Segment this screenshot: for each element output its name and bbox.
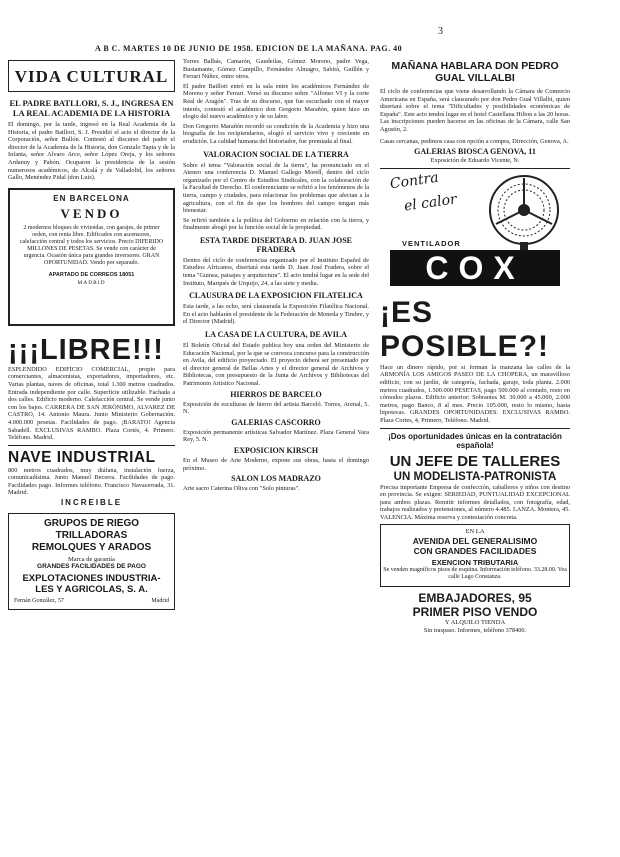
column-1 [8, 58, 175, 854]
col2-intro2: El padre Batllori entró en la sala entre los académicos Fernández de Moreno y señor Ferrari. Versó su discurso sobre "Alfonso VI y la corte Real de Aragón". Tras de su discurso, que fue escuchado con el mayor interés, contestó el académico don Gregorio Marañón, quien hizo un elogio del nuevo académico y de su labor. [183, 82, 369, 121]
ad-embajadores-line2: PRIMER PISO VENDO [412, 605, 538, 620]
ad-embajadores-line3: Y ALQUILO TIENDA [444, 619, 506, 627]
ad-cox-brand-box [390, 250, 560, 286]
madrazo-body: Arte sacro Caterina Oliva con "Solo pinturas". [183, 485, 300, 493]
ad-barcelona-headline: VENDO [60, 206, 123, 222]
ad-libre-body: ESPLENDIDO EDIFICIO COMERCIAL, propio para comerciantes, almacenistas, exportadores, importadores, etc. Varias plantas, naves de oficinas, total 1.300 metros cuadrados. Entrada independiente por calle. Superficie utilizable. Fachada a dos calles. Edificio moderno. Calefacción central. Se vende junto con los bajos. CARRERA DE SAN JERÓNIMO, ALVAREZ DE CASTRO, 14. Antonio Maura. Junto Ministerio Gobernación. 4.000.000 pesetas. Facilidades de pago. ¡BARATO! Agencia Sabadell. EXCLUSIVAS RAMBO. Plaza Cortés, 4. Primero. Teléfono. Madrid. [8, 365, 175, 442]
ad-grupos-city: Madrid [151, 597, 169, 604]
ad-avenida [380, 524, 570, 587]
ad-avenida-line2: AVENIDA DEL GENERALISIMO [412, 536, 538, 547]
ad-barcelona-contact: APARTADO DE CORREOS 18051 [48, 272, 135, 279]
ad-avenida-body: Se venden magníficos pisos de esquina. Información teléfono. 33.28.00. Vea calle Lago Constanza. [383, 567, 567, 581]
fradera-body: Dentro del ciclo de conferencias organizado por el Instituto Español de Estudios Africanos, disertará esta tarde D. Juan José Fradera, sobre el tema "Guinea, paisajes y arquitectura". El acto tendrá lugar en la sede del Instituto, Marqués de Urquijo, 24, a las siete y media. [183, 256, 369, 287]
ad-libre-headline: ¡¡¡LIBRE!!! [8, 333, 164, 366]
section-title: VIDA CULTURAL [14, 67, 169, 86]
ad-posible-headline: ¡ES POSIBLE?! [380, 295, 550, 363]
ad-genova-headline: GALERIAS BIOSCA GENOVA, 11 [414, 147, 536, 157]
ad-jefe-intro: ¡Dos oportunidades únicas en la contratación española! [388, 431, 562, 450]
ad-libre [8, 334, 175, 442]
ad-grupos-line2: TRILLADORAS [55, 529, 128, 541]
ad-jefe-headline2: UN MODELISTA-PATRONISTA [393, 470, 557, 483]
ad-posible [380, 296, 570, 425]
ad-nave [8, 449, 175, 507]
ad-genova [380, 138, 570, 165]
ad-barcelona-body: 2 modernos bloques de viviendas, con garajes, de primer orden, con renta libre. Edificados con ascensores, calefacción central y todos los servicios. Precio DIFERIDO MILLONES DE PESETAS. Se vende con carácter de urgencia. Ocasión única para grandes inversores. GRAN OPORTUNIDAD. Vendo por separado. [19, 225, 164, 267]
column-3 [380, 58, 570, 854]
kirsch-body: En el Museo de Arte Moderno, expone sus obras, hasta el domingo próximo. [183, 456, 369, 472]
divider [380, 168, 570, 169]
ad-grupos-line5: GRANDES FACILIDADES DE PAGO [37, 563, 146, 571]
article-batllori-headline: EL PADRE BATLLORI, S. J., INGRESA EN LA REAL ACADEMIA DE LA HISTORIA [9, 98, 174, 118]
ad-grupos-line6: EXPLOTACIONES INDUSTRIA- [22, 572, 161, 584]
ad-genova-line1: Casas cercanas, pedimos casa con opción a compra, Dirección, Genova, A. [380, 137, 569, 145]
ad-grupos-line7: LES Y AGRICOLAS, S. A. [35, 583, 148, 595]
col2-intro: Torres Balbás, Camarón, Gaudeilas, Gómez Moreno, padre Vega, Bustamante, Gómez Campillo, Fernández Almagro, Sabirà, Guillén y Ferrari Núñez, entre otros. [183, 58, 369, 81]
ad-grupos-line3: REMOLQUES Y ARADOS [31, 541, 152, 553]
hierros-body: Exposición de esculturas de hierro del artista Barceló. Torres, Arenal, 5. N. [183, 400, 369, 416]
ad-grupos-footer [11, 598, 172, 606]
col2-intro3: Don Gregorio Marañón recordó su condición de la Academia y hizo una biografía de los recipiendarios, elogió el servicio vivo y creciente en erudición. La calidad humana del historiador, fue premiada al final. [183, 122, 369, 145]
valoracion-body2: Se refirió también a la política del Gobierno en relación con la tierra, y finalmente abogó por la función social de la propiedad. [183, 216, 369, 232]
valoracion-headline: VALORACION SOCIAL DE LA TIERRA [203, 149, 349, 159]
ad-nave-headline: NAVE INDUSTRIAL [8, 448, 156, 466]
ad-jefe [380, 432, 570, 522]
ad-cox-script2: el calor [403, 191, 458, 215]
ad-nave-tag: INCREIBLE [60, 498, 123, 508]
cascorro-headline: GALERIAS CASCORRO [231, 417, 321, 427]
ad-avenida-line1: EN LA [465, 528, 485, 536]
gual-headline: MAÑANA HABLARA DON PEDRO GUAL VILLALBI [391, 60, 559, 84]
column-2 [183, 58, 369, 854]
gual-body: El ciclo de conferencias que viene desarrollando la Cámara de Comercio Americana en España, será clausurado por don Pedro Gual Villalbi, quien disertará sobre el tema "Dificultades y posibilidades económicas de España". Este acto tendrá lugar en el hotel Castellana Hilton a las 20 horas. Las inscripciones pueden hacerse en las oficinas de la Cámara, calle San Agustín, 2. [380, 88, 570, 133]
header-line: A B C. MARTES 10 DE JUNIO DE 1958. EDICION DE LA MAÑANA. PAG. 40 [95, 44, 403, 53]
ad-cox-script1: Contra [389, 169, 440, 193]
article-batllori-body: El domingo, por la tarde, ingresó en la Real Academia de la Historia, el padre Batllori, S. J. Presidió el acto el director de la Corporación, señor Bullón. Contestó al discurso del padre el director de la Academia de la Historia, don Gonzalo Tapia y de la Infanta, señor Alvaro Arce, señor López Oreja, y los señores Ardanuy y Pabón. Ocuparon la presidencia de la sesión numerosos académicos, de Alcalá y de Valladolid, los señores Gallo, Menéndez Pidal (don Luis). [8, 121, 175, 182]
ad-posible-body: Hace un dinero rápido, por si forman la manzana las calles de la ARMONÍA LOS AMIGOS PASEO DE LA CHOPERA, un maravilloso edificio, con su jardín, de categoría, fachada, garaje, toda planta. 2.000 metros cuadrados, 1.500.000 PESETAS, pago 500.000 al contado, resto en cómodos plazos. Edificio anterior: Sobrantes M. 30.000 a 45.000, 2.000 metros, pago Banco, 8 al mes. Precio 105.000, resto lo mismo, hasta hipotecas. GRANDES OPORTUNIDADES. EXCLUSIVAS RAMBO. Plaza Cortes, 4, Primero, Teléfono. Madrid. [380, 363, 570, 424]
ad-barcelona-city-foot: MADRID [77, 279, 106, 286]
section-title-box [8, 60, 175, 92]
divider [380, 428, 570, 429]
ad-grupos-address: Fernán González, 57 [14, 597, 64, 604]
avila-headline: LA CASA DE LA CULTURA, DE AVILA [204, 330, 348, 340]
ad-nave-body: 800 metros cuadrados, muy diáfana, instalación fuerza, comunicadísima. Junto Manuel Becerra. Facilidades de pago. Facilidades pago. Informes teléfono. Francisco Navacerrada, 31. Madrid. [8, 466, 175, 497]
ad-embajadores [380, 591, 570, 634]
filatelica-body: Esta tarde, a las ocho, será clausurada la Exposición Filatélica Nacional. En el acto hablarán el presidente de la Federación de Moneda y Timbre, y el Director (Madrid). [183, 303, 369, 326]
ad-grupos-line4: Marca de garantía [68, 555, 115, 563]
ad-cox [380, 169, 570, 292]
ad-embajadores-line1: EMBAJADORES, 95 [418, 591, 532, 606]
ad-cox-label: VENTILADOR [402, 238, 461, 248]
divider [8, 445, 175, 446]
cascorro-body: Exposición permanente artísticas Salvador Martínez. Plaza General Vara Rey, 5. N. [183, 428, 369, 444]
page-header [0, 0, 620, 56]
ad-embajadores-body: Sin traspaso. Informes, teléfono 378400. [423, 626, 527, 634]
madrazo-headline: SALON LOS MADRAZO [231, 474, 321, 484]
ad-genova-line2: Exposición de Eduardo Vicente, N. [430, 157, 520, 165]
ad-avenida-line3: CON GRANDES FACILIDADES [413, 546, 537, 557]
article-batllori [8, 98, 175, 182]
filatelica-headline: CLAUSURA DE LA EXPOSICION FILATELICA [189, 291, 363, 301]
ad-grupos-line1: GRUPOS DE RIEGO [43, 517, 139, 529]
ad-cox-brand: COX [425, 249, 525, 286]
hierros-headline: HIERROS DE BARCELO [230, 389, 322, 399]
ad-jefe-headline1: UN JEFE DE TALLERES [389, 452, 561, 470]
kirsch-headline: EXPOSICION KIRSCH [233, 445, 319, 455]
valoracion-body: Sobre el tema "Valoración social de la tierra", ha pronunciado en el Ateneo una conferencia D. Manuel Gallego Morell, dentro del ciclo organizado por el Centro de Estudios Sindicales, con la colaboración de la Facultad de Derecho. El conferenciante se refirió a los fenómenos de la tierra, campo y ciudades, para relacionar los problemas que afectan a la agricultura, con el fin de que los hombres del campo tengan más bienestar. [183, 161, 369, 215]
ad-barcelona [8, 188, 175, 326]
ad-avenida-line4: EXENCION TRIBUTARIA [431, 558, 519, 568]
page-mark: 3 [438, 26, 443, 37]
fradera-headline: ESTA TARDE DISERTARA D. JUAN JOSE FRADERA [199, 235, 353, 254]
fan-icon [478, 172, 566, 254]
avila-body: El Boletín Oficial del Estado publica hoy una orden del Ministerio de Educación Nacional, por la que se convoca concurso para la construcción en Avila, del edificio proyectado. El proyecto deberá ser presentado por el director general de Bellas Artes y el director general de Archivos y Bibliotecas, con presupuesto de la Junta de Archivos y Bibliotecas del Patrimonio Artístico Nacional. [183, 342, 369, 387]
ad-grupos [8, 513, 175, 611]
ad-jefe-body: Precisa importante Empresa de confección, caballeros y niños con destino en provincia. Se exigen: SERIEDAD, PUNTUALIDAD EXCEPCIONAL para ambos plazas. Remitir informes detallados, con fotografía, edad, trabajos realizados y pretensiones, al número 4.485. LANZA. Montera, 45. VALENCIA. Máxima reserva y contestación concreta. [380, 483, 570, 521]
ad-barcelona-city: EN BARCELONA [53, 193, 130, 203]
